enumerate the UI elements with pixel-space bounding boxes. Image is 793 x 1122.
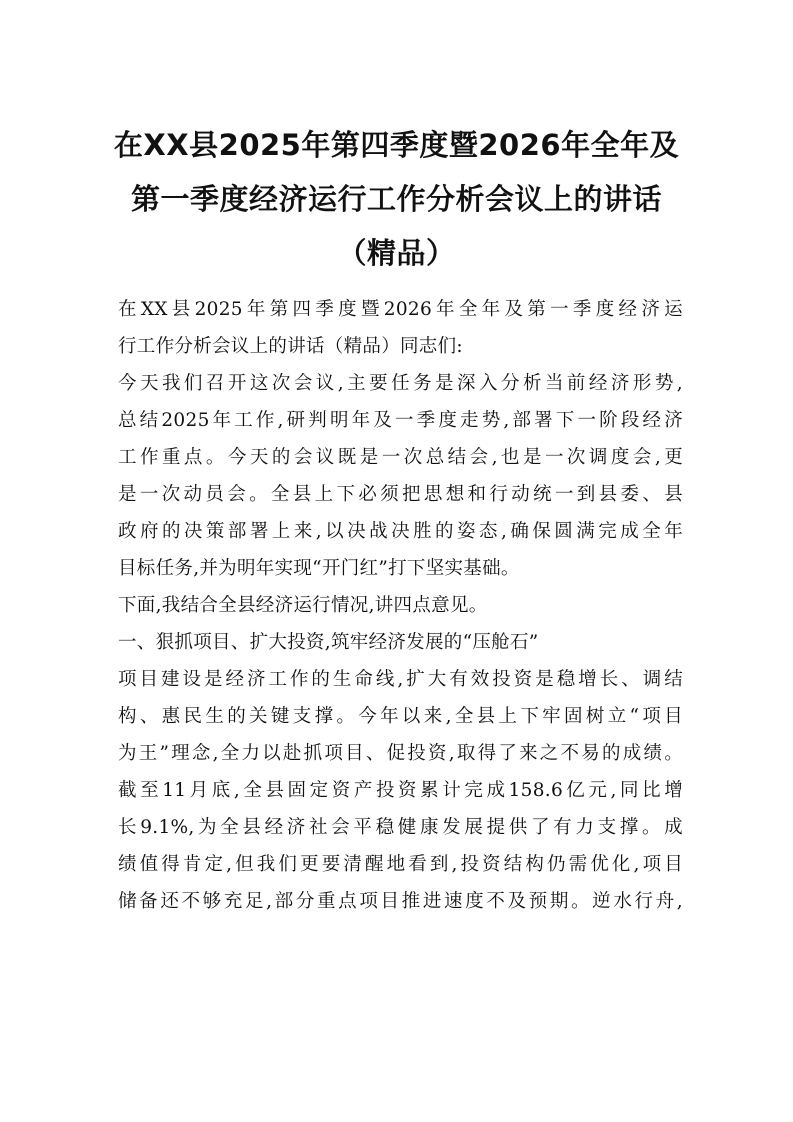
document-body — [118, 291, 683, 920]
body-line: 工作重点。今天的会议既是一次总结会,也是一次调度会,更 — [118, 447, 683, 468]
document-title — [80, 118, 713, 280]
title-line-3: （精品） — [337, 236, 456, 270]
body-line: 总结2025年工作,研判明年及一季度走势,部署下一阶段经济 — [118, 410, 683, 431]
section-heading: 一、狠抓项目、扩大投资,筑牢经济发展的“压舱石” — [118, 632, 539, 653]
body-line: 长9.1%,为全县经济社会平稳健康发展提供了有力支撑。成 — [118, 817, 683, 838]
body-line: 储备还不够充足,部分重点项目推进速度不及预期。逆水行舟, — [118, 891, 683, 912]
title-line-1: 在XX县2025年第四季度暨2026年全年及 — [113, 128, 680, 162]
body-line: 政府的决策部署上来,以决战决胜的姿态,确保圆满完成全年 — [118, 521, 683, 542]
body-line: 下面,我结合全县经济运行情况,讲四点意见。 — [118, 595, 488, 616]
body-line: 行工作分析会议上的讲话（精品）同志们: — [118, 336, 463, 357]
body-line: 绩值得肯定,但我们更要清醒地看到,投资结构仍需优化,项目 — [118, 854, 683, 875]
body-line: 是一次动员会。全县上下必须把思想和行动统一到县委、县 — [118, 484, 683, 505]
body-line: 构、惠民生的关键支撑。今年以来,全县上下牢固树立“项目 — [118, 706, 683, 727]
body-line: 为王”理念,全力以赴抓项目、促投资,取得了来之不易的成绩。 — [118, 743, 683, 764]
body-line: 截至11月底,全县固定资产投资累计完成158.6亿元,同比增 — [118, 780, 683, 801]
body-line: 项目建设是经济工作的生命线,扩大有效投资是稳增长、调结 — [118, 669, 683, 690]
body-line: 今天我们召开这次会议,主要任务是深入分析当前经济形势, — [118, 373, 683, 394]
body-line: 在XX县2025年第四季度暨2026年全年及第一季度经济运 — [118, 299, 683, 320]
title-line-2: 第一季度经济运行工作分析会议上的讲话 — [130, 182, 662, 216]
body-line: 目标任务,并为明年实现“开门红”打下坚实基础。 — [118, 558, 520, 579]
